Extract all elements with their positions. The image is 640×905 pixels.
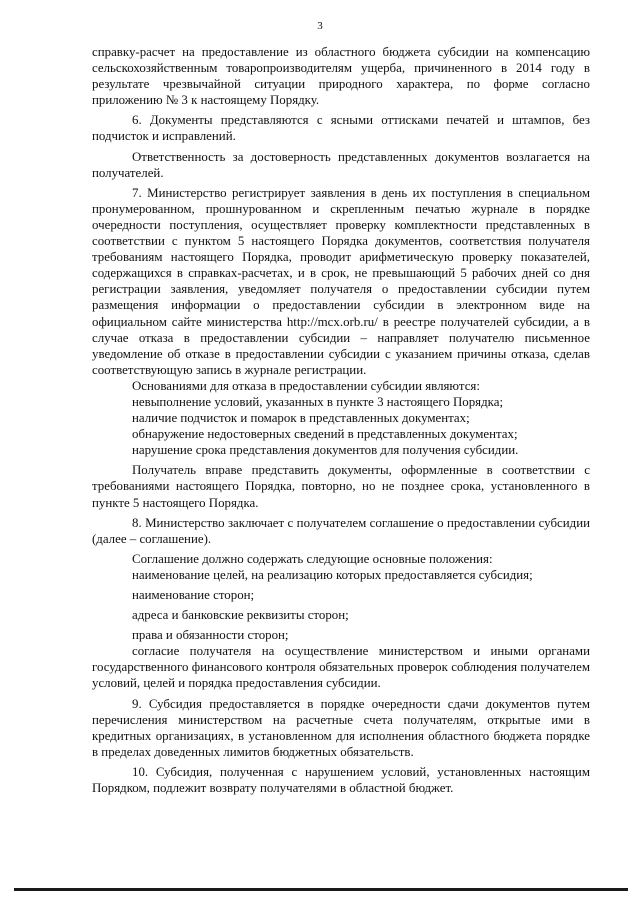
paragraph: согласие получателя на осуществление министерством и иными органами государственного финансового контроля обязательных проверок соблюдения получателем условий, целей и порядка предоставления субсидии. bbox=[92, 644, 590, 691]
paragraph: Получатель вправе представить документы, оформленные в соответствии с требованиями настоящего Порядка, повторно, но не позднее срока, установленного в пункте 5 настоящего Порядка. bbox=[92, 463, 590, 510]
paragraph: Соглашение должно содержать следующие основные положения: bbox=[132, 551, 493, 566]
paragraph: 10. Субсидия, полученная с нарушением условий, установленных настоящим Порядком, подлежит возврату получателями в областной бюджет. bbox=[92, 764, 590, 796]
paragraph: права и обязанности сторон; bbox=[132, 628, 289, 643]
paragraph: наименование целей, на реализацию которых предоставляется субсидия; bbox=[132, 567, 533, 582]
document-body bbox=[92, 44, 590, 796]
paragraph: наименование сторон; bbox=[132, 588, 255, 602]
paragraph: справку-расчет на предоставление из областного бюджета субсидии на компенсацию сельскохозяйственным товаропроизводителям ущерба, причиненного в 2014 году в результате чрезвычайной ситуации природного характера, по форме согласно приложению № 3 к настоящему Порядку. bbox=[92, 45, 590, 108]
paragraph: адреса и банковские реквизиты сторон; bbox=[132, 608, 349, 623]
paragraph: 7. Министерство регистрирует заявления в день их поступления в специальном пронумерованном, прошнурованном и скрепленным печатью журнале в порядке очередности поступления, осуществляет проверку комплектности представленных в соответствии с пунктом 5 настоящего Порядка документов, соответствия получателя требованиям настоящего Порядка, проводит арифметическую проверку показателей, содержащихся в справках-расчетах, и в срок, не превышающий 5 рабочих дней со дня регистрации заявления, уведомляет получателя о предоставлении субсидии путем размещения информации о предоставлении субсидии в электронном виде на официальном сайте министерства http://mcx.orb.ru/ в реестре получателей субсидии, а в случае отказа в предоставлении субсидии – направляет получателю письменное уведомление об отказе в предоставлении субсидии с указанием причины отказа, сделав соответствующую запись в журнале регистрации. bbox=[92, 185, 590, 377]
page-number: 3 bbox=[317, 20, 323, 32]
paragraph: наличие подчисток и помарок в представленных документах; bbox=[132, 411, 470, 426]
bottom-rule bbox=[14, 888, 628, 891]
paragraph: 8. Министерство заключает с получателем соглашение о предоставлении субсидии (далее – соглашение). bbox=[92, 515, 590, 546]
paragraph: невыполнение условий, указанных в пункте 3 настоящего Порядка; bbox=[132, 394, 504, 409]
paragraph: Ответственность за достоверность представленных документов возлагается на получателей. bbox=[92, 149, 590, 180]
paragraph: обнаружение недостоверных сведений в представленных документах; bbox=[132, 427, 518, 442]
paragraph: 9. Субсидия предоставляется в порядке очередности сдачи документов путем перечисления министерством на расчетные счета получателям, открытые ими в кредитных организациях, в установленном для исполнения областного бюджета порядке в пределах доведенных лимитов бюджетных обязательств. bbox=[92, 696, 590, 759]
paragraph: 6. Документы представляются с ясными оттисками печатей и штампов, без подчисток и исправлений. bbox=[92, 113, 590, 144]
paragraph: Основаниями для отказа в предоставлении субсидии являются: bbox=[132, 378, 480, 393]
paragraph: нарушение срока представления документов для получения субсидии. bbox=[132, 443, 519, 458]
